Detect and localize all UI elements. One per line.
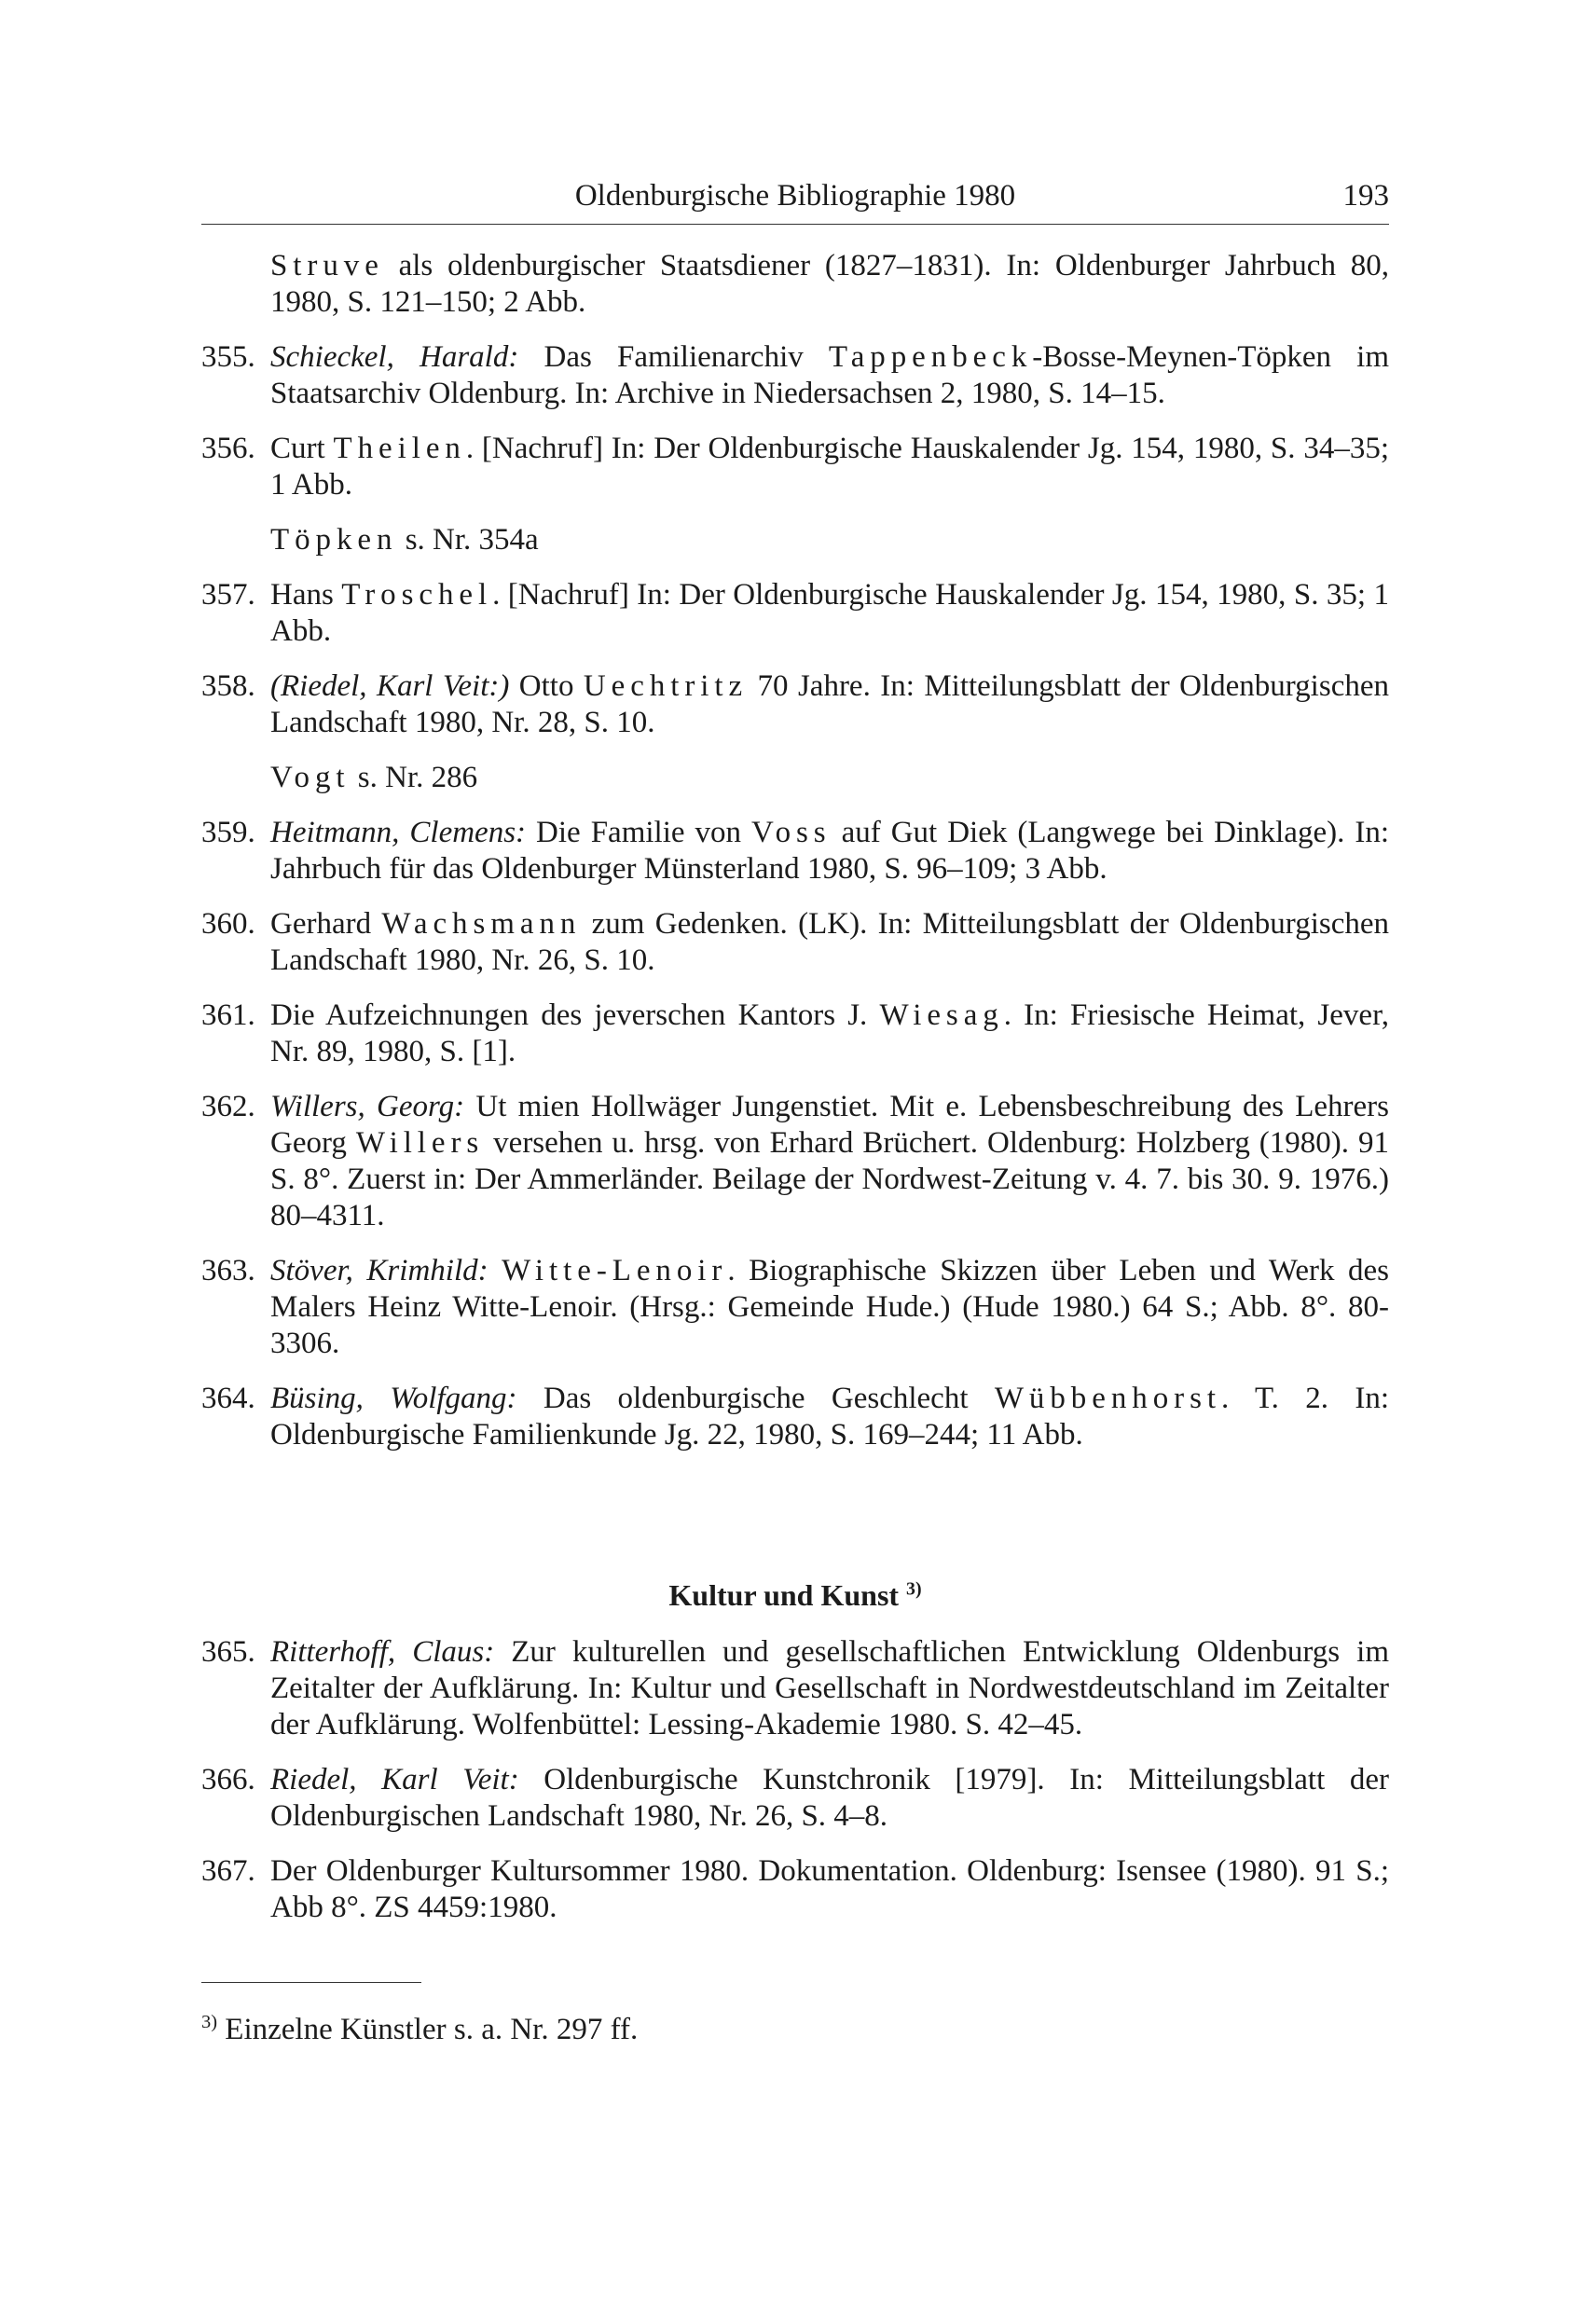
entry-text: versehen u. hrsg. von Erhard Brüchert. Oldenburg: Holzberg (1980). 91 S. 8°. Zuerst in: Der Ammerländer. Beilage der Nordwest-Zeitung v. 4. 7. bis 30. 9. 1976.) 80–4311. [270,1126,1389,1232]
entry-text: -Bosse-Meynen-Töpken im Staatsarchiv Oldenburg. In: Archive in Niedersachsen 2, 1980, S. 14–15. [270,340,1390,410]
entry-number: 359. [201,816,255,849]
entry-author: Ritterhoff, Claus: [270,1635,495,1669]
entry-author: Heitmann, Clemens: [270,816,527,849]
footnote [201,2012,638,2048]
entry-357 [201,577,1389,650]
entry-spaced-name: Wübbenhorst [994,1382,1221,1415]
entry-361 [201,998,1389,1070]
entry-spaced-name: Voss [751,816,832,849]
entry-text: Gerhard [270,907,382,941]
entry-number: 357. [201,578,255,612]
entry-spaced-name: Theilen [333,432,466,465]
entry-366 [201,1762,1389,1835]
entry-text: Hans [270,578,342,612]
entry-text: Oldenburgische Kunstchronik [1979]. In: Mitteilungsblatt der Oldenburgischen Landschaft 1980, Nr. 26, S. 4–8. [270,1763,1389,1833]
entry-author: (Riedel, Karl Veit:) [270,669,510,703]
cross-reference [201,522,1389,558]
entry-text: Zur kulturellen und gesellschaftlichen Entwicklung Oldenburgs im Zeitalter der Aufklärung. In: Kultur und Gesellschaft in Nordwestdeutschland im Zeitalter der Aufklärung. Wolfenbüttel: Lessing-Akademie 1980. S. 42–45. [270,1635,1389,1741]
section-title: Kultur und Kunst [668,1578,900,1612]
entry-spaced-name: Troschel [341,578,493,612]
entry-text: Curt [270,432,334,465]
entry-text: Die Aufzeichnungen des jeverschen Kantors J. [270,998,880,1032]
header-title: Oldenburgische Bibliographie 1980 [574,179,1016,213]
entry-text: als oldenburgischer Staatsdiener (1827–1831). In: Oldenburger Jahrbuch 80, 1980, S. 121–150; 2 Abb. [270,249,1389,319]
entry-number: 367. [201,1854,255,1888]
entry-number: 360. [201,907,255,941]
entry-365 [201,1634,1389,1743]
entry-number: 362. [201,1090,255,1123]
entry-text: Der Oldenburger Kultursommer 1980. Dokumentation. Oldenburg: Isensee (1980). 91 S.; Abb 8°. ZS 4459:1980. [270,1854,1389,1924]
entry-author: Stöver, Krimhild: [270,1254,488,1287]
entry-spaced-name: Tappenbeck [828,340,1033,374]
entry-text: zum Gedenken. (LK). In: Mitteilungsblatt der Oldenburgischen Landschaft 1980, Nr. 26, S. 10. [270,907,1389,977]
bibliography-list [201,248,1389,1945]
entry-367 [201,1853,1389,1926]
entry-spaced-name: Wiesag [879,998,1004,1032]
entry-number: 355. [201,340,255,374]
entry-364 [201,1381,1389,1453]
entry-author: Schieckel, Harald: [270,340,519,374]
entry-356 [201,431,1389,503]
entry-text: s. Nr. 354a [397,523,539,557]
entry-spaced-name: Wachsmann [381,907,582,941]
entry-text: Das Familienarchiv [518,340,829,374]
entry-number: 363. [201,1254,255,1287]
cross-reference [201,760,1389,796]
entry-number: 361. [201,998,255,1032]
entry-text: Das oldenburgische Geschlecht [516,1382,995,1415]
entry-text [488,1254,502,1287]
entry-spaced-name: Töpken [270,523,398,557]
entry-text: Ut mien Hollwäger Jungenstiet. Mit e. Lebensbeschreibung des Lehrers Georg [270,1090,1390,1160]
entry-text: . [Nachruf] In: Der Oldenburgische Hauskalender Jg. 154, 1980, S. 34–35; 1 Abb. [270,432,1389,502]
page-number: 193 [1342,179,1389,213]
entry-text: Die Familie von [526,816,752,849]
entry-text: . Biographische Skizzen über Leben und Werk des Malers Heinz Witte-Lenoir. (Hrsg.: Gemeinde Hude.) (Hude 1980.) 64 S.; Abb. 8°. 80-3306. [270,1254,1389,1360]
entry-author: Riedel, Karl Veit: [270,1763,519,1796]
entry-text: 70 Jahre. In: Mitteilungsblatt der Oldenburgischen Landschaft 1980, Nr. 28, S. 10. [270,669,1389,739]
entry-355 [201,339,1389,412]
entry-spaced-name: Uechtritz [583,669,749,703]
entry-363 [201,1253,1389,1362]
section-heading [201,1576,1389,1614]
entry-359 [201,815,1389,888]
entry-text: s. Nr. 286 [350,761,478,794]
entry-360 [201,906,1389,979]
entry-358 [201,668,1389,741]
running-header [201,168,1389,225]
entry-author: Büsing, Wolfgang: [270,1382,517,1415]
footnote-text: Einzelne Künstler s. a. Nr. 297 ff. [217,2013,639,2046]
entry-number: 366. [201,1763,255,1796]
entry-354-continuation [201,248,1389,321]
entry-spaced-name: Struve [270,249,384,282]
entry-author: Willers, Georg: [270,1090,465,1123]
entry-number: 358. [201,669,255,703]
entry-spaced-name: Witte-Lenoir [502,1254,728,1287]
footnote-divider [201,1982,421,1983]
entry-text: . In: Friesische Heimat, Jever, Nr. 89, 1980, S. [1]. [270,998,1389,1068]
entry-text: . T. 2. In: Oldenburgische Familienkunde Jg. 22, 1980, S. 169–244; 11 Abb. [270,1382,1389,1452]
entry-text: . [Nachruf] In: Der Oldenburgische Hauskalender Jg. 154, 1980, S. 35; 1 Abb. [270,578,1389,648]
entry-number: 364. [201,1382,255,1415]
footnote-mark: 3) [201,2012,218,2032]
entry-text: Otto [509,669,584,703]
entry-spaced-name: Willers [355,1126,485,1160]
footnote-reference: 3) [906,1578,922,1600]
entry-362 [201,1089,1389,1234]
entry-text: auf Gut Diek (Langwege bei Dinklage). In: Jahrbuch für das Oldenburger Münsterland 1980, S. 96–109; 3 Abb. [270,816,1389,886]
entry-spaced-name: Vogt [270,761,351,794]
entry-number: 365. [201,1635,255,1669]
entry-number: 356. [201,432,255,465]
